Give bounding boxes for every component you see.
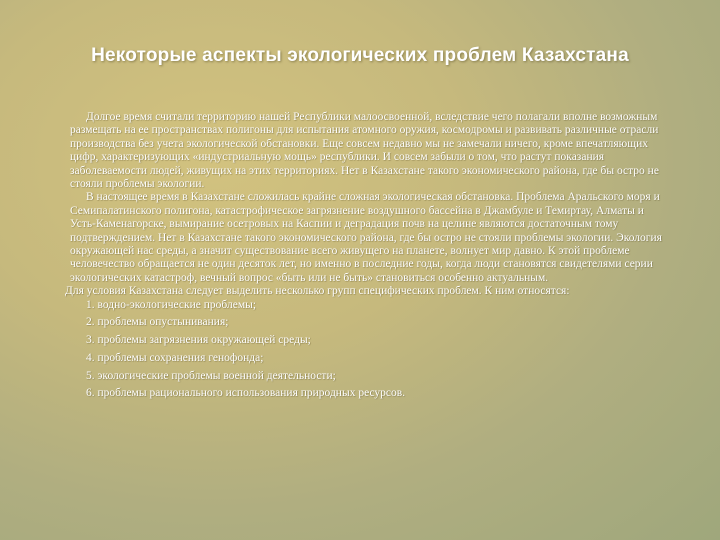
problem-list (70, 299, 670, 405)
list-item: 3. проблемы загрязнения окружающей среды; (86, 334, 311, 347)
list-item: 4. проблемы сохранения генофонда; (86, 351, 264, 364)
list-item: 1. водно-экологические проблемы; (86, 298, 257, 311)
body-paragraph-2: В настоящее время в Казахстане сложилась крайне сложная экологическая обстановка. Проблема Аральского моря и Семипалатинского полигона, катастрофическое загрязнение воздушного бассейна в Джамбуле и Темиртау, Алматы и Усть-Каменагорске, вымирание осетровых на Каспии и деградация почв на целине являются достаточным тому подтверждением. Нет в Казахстане такого экономического района, где бы остро не стояли проблемы экологии. Экология окружающей нас среды, а значит существование всего живущего на планете, волнует мир давно. К этой проблеме человечество обращается не один десяток лет, но именно в последние годы, когда люди становятся свидетелями серии экологических катастроф, вечный вопрос «быть или не быть» становиться особенно актуальным. (70, 191, 662, 284)
list-item: 5. экологические проблемы военной деятельности; (86, 369, 336, 382)
list-item: 6. проблемы рационального использования природных ресурсов. (86, 387, 406, 400)
list-item: 2. проблемы опустынивания; (86, 316, 229, 329)
slide-title: Некоторые аспекты экологических проблем Казахстана (91, 45, 629, 66)
body-paragraph-1: Долгое время считали территорию нашей Республики малоосвоенной, вследствие чего полагали вполне возможным размещать на ее пространствах полигоны для испытания атомного оружия, космодромы и развивать различные отрасли производства без учета экологической обстановки. Еще совсем недавно мы не замечали ничего, кроме впечатляющих цифр, характеризующих «индустриальную мощь» республики. И совсем забыли о том, что растут показания заболеваемости людей, живущих на этих территориях. Нет в Казахстане такого экономического района, где бы остро не стояли проблемы экологии. (70, 111, 659, 191)
list-intro: Для условия Казахстана следует выделить несколько групп специфических проблем. К ним относятся: (65, 285, 570, 298)
slide-body (65, 111, 670, 405)
